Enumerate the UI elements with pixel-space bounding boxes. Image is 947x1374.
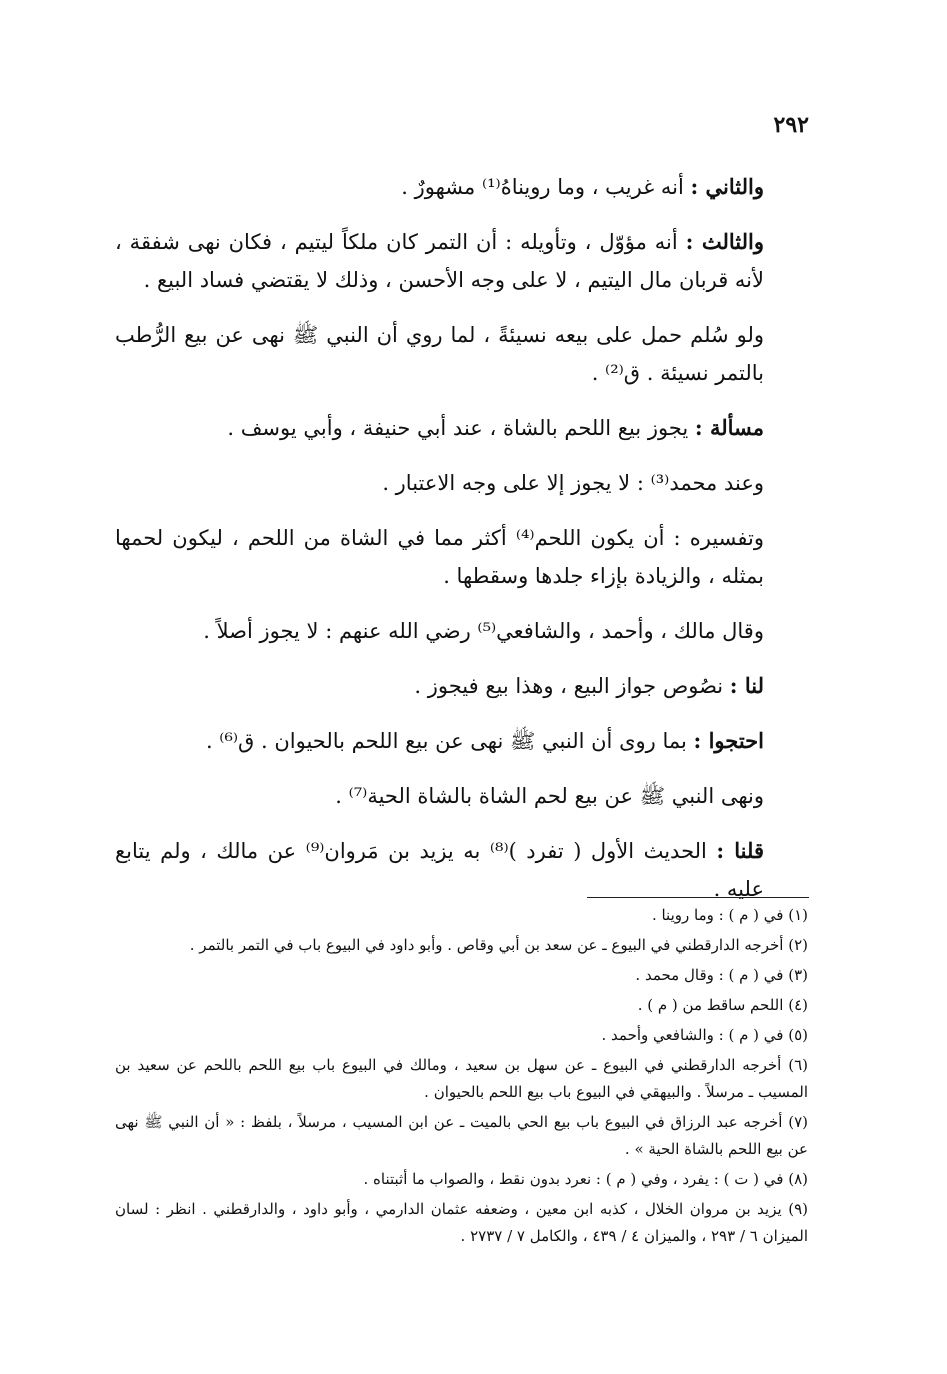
paragraph-muhammad-view [115,464,808,502]
footnote-number: (٦) [788,1056,808,1074]
footnote-number: (٩) [788,1200,808,1218]
paragraph-text: بما روى أن النبي ﷺ نهى عن بيع اللحم بالحيوان . ق⁽⁶⁾ . [205,729,694,753]
paragraph-credit-sale [115,316,808,392]
paragraph-second-answer [115,168,808,206]
paragraph-our-argument [115,667,808,705]
footnote [115,992,808,1019]
footnote-text: يزيد بن مروان الخلال ، كذبه ابن معين ، وضعفه عثمان الدارمي ، وأبو داود ، والدارقطني . انظر : لسان الميزان ٦ / ٢٩٣ ، والميزان ٤ / ٤٣٩ ، والكامل ٧ / ٢٧٣٧ . [115,1200,808,1245]
paragraph-text: أنه غريب ، وما رويناهُ⁽¹⁾ مشهورٌ . [401,175,691,199]
paragraph-lead: لنا : [729,673,764,698]
page-number: ٢٩٢ [773,112,809,138]
footnote-divider [587,897,809,898]
paragraph-prohibition [115,777,808,815]
footnote [115,1109,808,1163]
paragraph-lead: احتجوا : [693,728,764,753]
footnote-number: (١) [788,906,808,924]
footnote [115,1196,808,1250]
paragraph-other-schools [115,612,808,650]
paragraph-text: وقال مالك ، وأحمد ، والشافعي⁽⁵⁾ رضي الله عنهم : لا يجوز أصلاً . [203,619,764,643]
paragraph-explanation [115,519,808,595]
footnote [115,932,808,959]
footnote-text: أخرجه عبد الرزاق في البيوع باب بيع الحي بالميت ـ عن ابن المسيب ، مرسلاً ، بلفظ : « أن النبي ﷺ نهى عن بيع اللحم بالشاة الحية » . [115,1113,808,1158]
paragraph-lead: مسألة : [694,415,764,440]
footnote-number: (٢) [788,936,808,954]
footnote-number: (٣) [788,966,808,984]
footnote-text: أخرجه الدارقطني في البيوع ـ عن سعد بن أبي وقاص . وأبو داود في البيوع باب في التمر بالتمر . [189,936,784,954]
main-text [115,168,808,925]
paragraph-text: ونهى النبي ﷺ عن بيع لحم الشاة بالشاة الحية⁽⁷⁾ . [335,784,764,808]
paragraph-question [115,409,808,447]
footnote-text: في ( م ) : والشافعي وأحمد . [601,1026,784,1044]
paragraph-text: وعند محمد⁽³⁾ : لا يجوز إلا على وجه الاعتبار . [382,471,764,495]
footnote [115,1166,808,1193]
footnote [115,1052,808,1106]
footnote-text: أخرجه الدارقطني في البيوع ـ عن سهل بن سعيد ، ومالك في البيوع باب بيع اللحم باللحم عن سعيد بن المسيب ـ مرسلاً . والبيهقي في البيوع باب بيع اللحم بالحيوان . [115,1056,808,1101]
paragraph-text: نصُوص جواز البيع ، وهذا بيع فيجوز . [414,674,730,698]
footnote-number: (٨) [788,1170,808,1188]
paragraph-text: يجوز بيع اللحم بالشاة ، عند أبي حنيفة ، وأبي يوسف . [227,416,695,440]
paragraph-text: ولو سُلم حمل على بيعه نسيئةً ، لما روي أن النبي ﷺ نهى عن بيع الرُّطب بالتمر نسيئة . ق⁽²⁾ . [115,323,764,385]
footnote [115,1022,808,1049]
footnote [115,902,808,929]
footnote [115,962,808,989]
footnote-text: في ( م ) : وقال محمد . [635,966,784,984]
paragraph-lead: والثالث : [685,229,764,254]
paragraph-text: الحديث الأول ( تفرد )⁽⁸⁾ به يزيد بن مَروان⁽⁹⁾ عن مالك ، ولم يتابع عليه . [115,839,764,901]
footnote-text: في ( ت ) : يفرد ، وفي ( م ) : نعرد بدون نقط ، والصواب ما أثبتناه . [363,1170,784,1188]
footnotes [115,902,808,1253]
paragraph-text: وتفسيره : أن يكون اللحم⁽⁴⁾ أكثر مما في الشاة من اللحم ، ليكون لحمها بمثله ، والزيادة بإزاء جلدها وسقطها . [115,526,764,588]
paragraph-lead: والثاني : [690,174,764,199]
footnote-number: (٥) [788,1026,808,1044]
footnote-number: (٧) [788,1113,808,1131]
paragraph-third-answer [115,223,808,299]
footnote-text: اللحم ساقط من ( م ) . [637,996,784,1014]
footnote-number: (٤) [788,996,808,1014]
paragraph-lead: قلنا : [716,838,764,863]
footnote-text: في ( م ) : وما روينا . [651,906,784,924]
paragraph-their-argument [115,722,808,760]
paragraph-text: أنه مؤوّل ، وتأويله : أن التمر كان ملكاً ليتيم ، فكان نهى شفقة ، لأنه قربان مال اليتيم ، لا على وجه الأحسن ، وذلك لا يقتضي فساد البيع . [115,230,764,292]
